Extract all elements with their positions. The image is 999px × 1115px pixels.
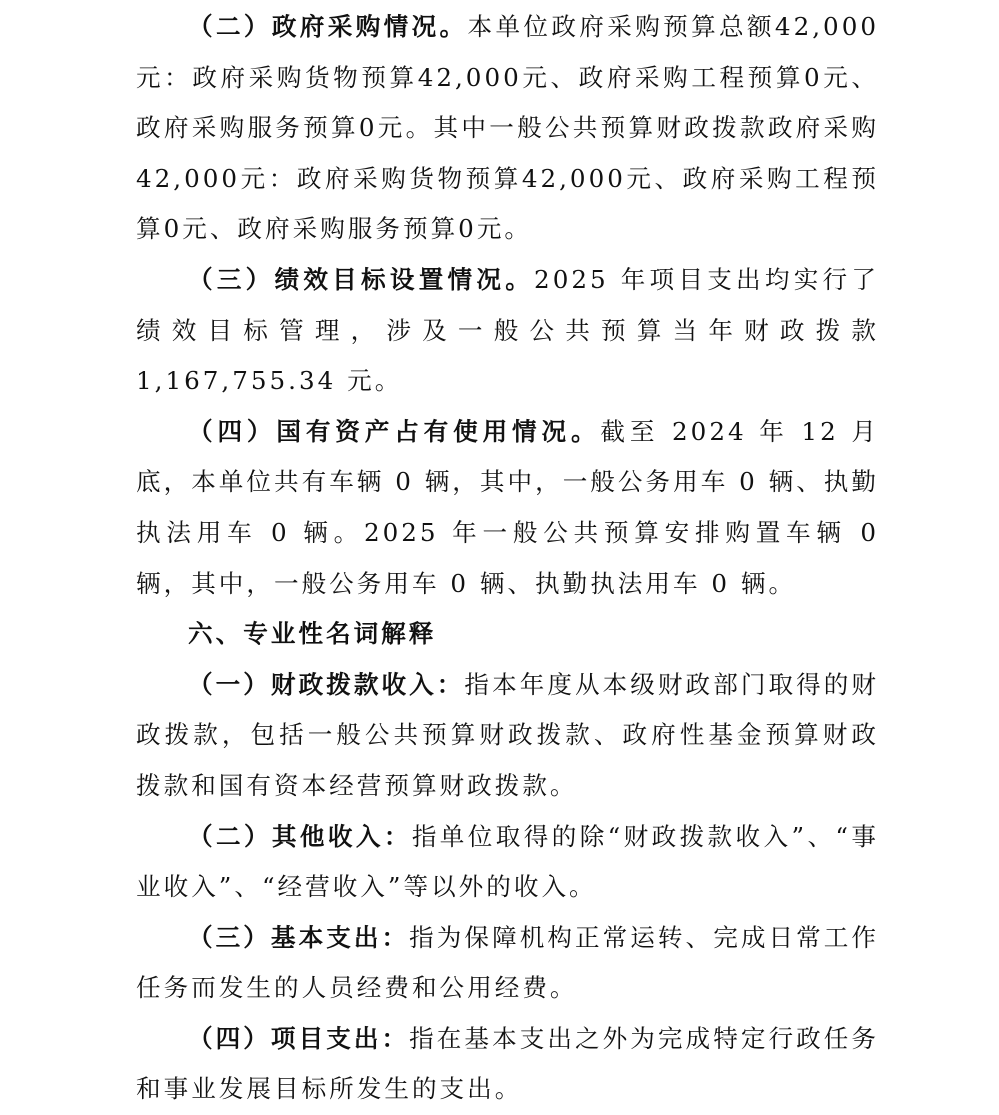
paragraph-performance [136, 255, 879, 407]
term-definition: 指在基本支出之外为完成特定行政任务和事业发展目标所发生的支出。 [136, 1023, 879, 1104]
paragraph-term-1 [136, 660, 879, 812]
term-label: （二）其他收入： [188, 821, 412, 851]
term-definition: 指单位取得的除“财政拨款收入”、“事业收入”、“经营收入”等以外的收入。 [136, 821, 879, 902]
term-label: （三）基本支出： [188, 922, 410, 952]
paragraph-assets [136, 407, 879, 609]
section-heading: 六、专业性名词解释 [188, 619, 437, 649]
term-definition: 指为保障机构正常运转、完成日常工作任务而发生的人员经费和公用经费。 [136, 922, 879, 1003]
paragraph-body: 本单位政府采购预算总额42,000元：政府采购货物预算42,000元、政府采购工程预算0元、政府采购服务预算0元。其中一般公共预算财政拨款政府采购42,000元：政府采购货物预算42,000元、政府采购工程预算0元、政府采购服务预算0元。 [136, 12, 879, 244]
term-definition: 指本年度从本级财政部门取得的财政拨款，包括一般公共预算财政拨款、政府性基金预算财政拨款和国有资本经营预算财政拨款。 [136, 669, 879, 800]
term-label: （四）项目支出： [188, 1023, 410, 1053]
paragraph-lead: （二）政府采购情况。 [188, 12, 468, 41]
document-page [0, 2, 999, 1104]
paragraph-term-4 [136, 1014, 879, 1115]
paragraph-term-2 [136, 812, 879, 913]
paragraph-term-3 [136, 913, 879, 1014]
paragraph-body: 截至 2024 年 12 月底，本单位共有车辆 0 辆，其中，一般公务用车 0 辆、执勤执法用车 0 辆。2025 年一般公共预算安排购置车辆 0 辆，其中，一般公务用车 0 辆、执勤执法用车 0 辆。 [136, 416, 879, 598]
paragraph-body: 2025 年项目支出均实行了绩效目标管理，涉及一般公共预算当年财政拨款 1,167,755.34 元。 [136, 264, 879, 396]
paragraph-lead: （四）国有资产占有使用情况。 [188, 416, 601, 446]
paragraph-lead: （三）绩效目标设置情况。 [188, 264, 535, 294]
term-label: （一）财政拨款收入： [188, 669, 465, 699]
paragraph-gov-procurement [136, 2, 879, 255]
